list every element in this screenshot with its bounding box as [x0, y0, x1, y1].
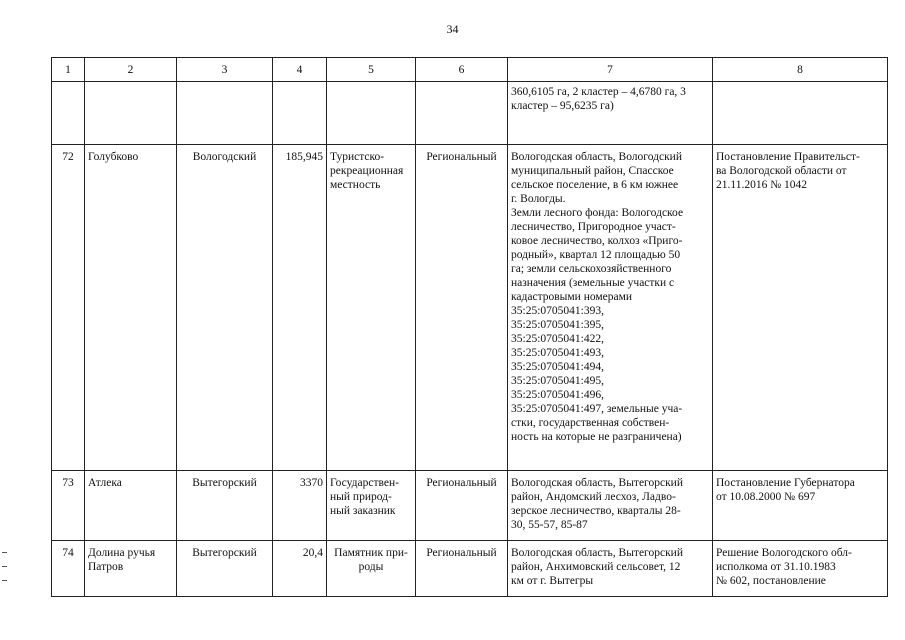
row-number: 74: [52, 541, 85, 597]
category-cell: Памятник при- роды: [327, 541, 416, 597]
table-row: [52, 471, 888, 541]
header-col-8: 8: [713, 58, 888, 82]
header-col-2: 2: [85, 58, 177, 82]
document-cell: Постановление Правительст- ва Вологодской области от 21.11.2016 № 1042: [713, 145, 888, 471]
significance-cell: Региональный: [416, 541, 508, 597]
page-number: 34: [446, 22, 459, 36]
cell: [52, 82, 85, 145]
location-cell: Вологодская область, Вологодский муниципальный район, Спасское сельское поселение, в 6 км южнее г. Вологды. Земли лесного фонда: Вологодское лесничество, Пригородное участ- ковое лесничество, колхоз «Приго- родный», квартал 12 площадью 50 га; земли сельскохозяйственного назначения (земельные участки с кадастровыми номерами 35:25:0705041:393, 35:25:0705041:395, 35:25:0705041:422, 35:25:0705041:493, 35:25:0705041:494, 35:25:0705041:495, 35:25:0705041:496, 35:25:0705041:497, земельные уча- стки, государственная собствен- ность на которые не разграничена): [508, 145, 713, 471]
cell: [713, 82, 888, 145]
scan-artifact: [2, 552, 7, 553]
district-cell: Вологодский: [177, 145, 273, 471]
cell: [85, 82, 177, 145]
area-cell: 3370: [273, 471, 327, 541]
scan-artifact: [2, 566, 7, 567]
document-cell: Постановление Губернатора от 10.08.2000 № 697: [713, 471, 888, 541]
location-cell: Вологодская область, Вытегорский район, Анхимовский сельсовет, 12 км от г. Вытегры: [508, 541, 713, 597]
row-number: 72: [52, 145, 85, 471]
header-col-3: 3: [177, 58, 273, 82]
area-cell: 20,4: [273, 541, 327, 597]
location-cell: Вологодская область, Вытегорский район, Андомский лесхоз, Ладво- зерское лесничество, кварталы 28- 30, 55-57, 85-87: [508, 471, 713, 541]
document-cell: Решение Вологодского обл- исполкома от 31.10.1983 № 602, постановление: [713, 541, 888, 597]
header-col-1: 1: [52, 58, 85, 82]
row-number: 73: [52, 471, 85, 541]
area-cell: 185,945: [273, 145, 327, 471]
scan-artifact: [2, 580, 7, 581]
header-col-5: 5: [327, 58, 416, 82]
location-cell: 360,6105 га, 2 кластер – 4,6780 га, 3 кластер – 95,6235 га): [508, 82, 713, 145]
header-row: [52, 58, 888, 82]
significance-cell: Региональный: [416, 471, 508, 541]
cell: [327, 82, 416, 145]
header-col-4: 4: [273, 58, 327, 82]
object-name: Голубково: [85, 145, 177, 471]
object-name: Атлека: [85, 471, 177, 541]
district-cell: Вытегорский: [177, 471, 273, 541]
table-row-continuation: [52, 82, 888, 145]
object-name: Долина ручья Патров: [85, 541, 177, 597]
cell: [273, 82, 327, 145]
cell: [416, 82, 508, 145]
table-row: [52, 541, 888, 597]
protected-areas-table: [51, 57, 888, 597]
district-cell: Вытегорский: [177, 541, 273, 597]
header-col-7: 7: [508, 58, 713, 82]
category-cell: Государствен- ный природ- ный заказник: [327, 471, 416, 541]
cell: [177, 82, 273, 145]
category-cell: Туристско- рекреационная местность: [327, 145, 416, 471]
header-col-6: 6: [416, 58, 508, 82]
significance-cell: Региональный: [416, 145, 508, 471]
table-row: [52, 145, 888, 471]
